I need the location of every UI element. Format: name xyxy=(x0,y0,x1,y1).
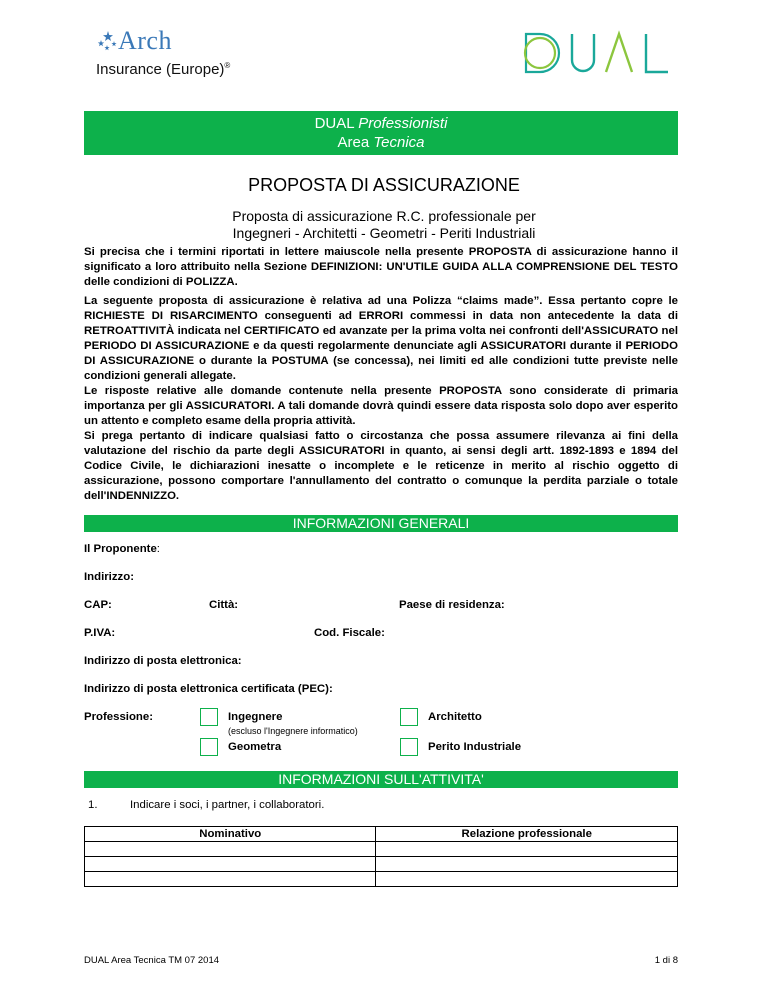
arch-insurance-logo xyxy=(96,26,236,82)
table-row xyxy=(85,857,678,872)
question-1-number: 1. xyxy=(88,799,98,811)
banner-line-1: DUAL Professionisti xyxy=(314,115,448,132)
geometra-label: Geometra xyxy=(228,741,282,753)
intro-paragraph: Si precisa che i termini riportati in lettere maiuscole nella presente PROPOSTA di assicurazione hanno il significato a loro attribuito nella Sezione DEFINIZIONI: UN'UTILE GUIDA ALLA COMPRENSIONE DEL TESTO delle condizioni di POLIZZA. xyxy=(84,246,678,288)
proponente-label: Il Proponente: xyxy=(84,543,160,555)
section-header-activity: INFORMAZIONI SULL'ATTIVITA' xyxy=(84,771,678,788)
arch-logo-word: Arch xyxy=(118,26,172,55)
subtitle-line-1: Proposta di assicurazione R.C. professionale per xyxy=(232,208,536,224)
table-row xyxy=(85,842,678,857)
architetto-checkbox[interactable] xyxy=(400,708,418,726)
pec-label: Indirizzo di posta elettronica certificata (PEC): xyxy=(84,683,333,695)
body-paragraphs xyxy=(84,294,678,504)
table-cell-nominativo[interactable] xyxy=(85,857,376,872)
subtitle-line-2: Ingegneri - Architetti - Geometri - Periti Industriali xyxy=(232,225,536,241)
dual-logo xyxy=(522,30,672,76)
table-cell-relazione[interactable] xyxy=(376,842,678,857)
architetto-label: Architetto xyxy=(428,711,482,723)
citta-label: Città: xyxy=(209,599,239,611)
ingegnere-label: Ingegnere xyxy=(228,711,283,723)
star-cluster-icon xyxy=(96,30,120,54)
banner-line-2: Area Tecnica xyxy=(337,134,425,151)
table-row xyxy=(85,872,678,887)
question-1-text: Indicare i soci, i partner, i collaboratori. xyxy=(130,799,325,811)
body-paragraph: La seguente proposta di assicurazione è relativa ad una Polizza “claims made”. Essa pertanto copre le RICHIESTE DI RISARCIMENTO conseguenti ad ERRORI commessi in data non antecedente la data di RETROATTIVITÀ indicata nel CERTIFICATO ed avanzate per la prima volta nei confronti dell'ASSICURATO nel PERIODO DI ASSICURAZIONE e da questi regolarmente denunciate agli ASSICURATORI durante il PERIODO DI ASSICURAZIONE o durante la POSTUMA (se concessa), nei limiti ed alle condizioni tutte previste nelle condizioni generali allegate. xyxy=(84,295,678,382)
piva-label: P.IVA: xyxy=(84,627,116,639)
cod-fiscale-label: Cod. Fiscale: xyxy=(314,627,385,639)
footer-document-code: DUAL Area Tecnica TM 07 2014 xyxy=(84,955,220,966)
page-subtitle xyxy=(0,208,768,242)
col-header-relazione: Relazione professionale xyxy=(376,827,678,842)
table-cell-nominativo[interactable] xyxy=(85,842,376,857)
table-cell-relazione[interactable] xyxy=(376,872,678,887)
col-header-nominativo: Nominativo xyxy=(85,827,376,842)
table-cell-relazione[interactable] xyxy=(376,857,678,872)
ingegnere-note: (escluso l'Ingegnere informatico) xyxy=(228,726,358,736)
body-paragraph: Si prega pertanto di indicare qualsiasi fatto o circostanza che possa assumere rilevanza ai fini della valutazione del rischio da parte degli ASSICURATORI in quanto, ai sensi degli artt. 1892-1893 e 1894 del Codice Civile, le dichiarazioni inesatte o incomplete e le reticenze in merito al rischio oggetto di assicurazione, possono comportare l'annullamento del contratto o comunque la perdita parziale o totale dell'INDENNIZZO. xyxy=(84,430,678,502)
dual-logo-graphic xyxy=(522,30,672,76)
arch-logo-subtitle: Insurance (Europe)® xyxy=(96,61,231,78)
cap-label: CAP: xyxy=(84,599,112,611)
geometra-checkbox[interactable] xyxy=(200,738,218,756)
page-title: PROPOSTA DI ASSICURAZIONE xyxy=(248,175,520,195)
perito-label: Perito Industriale xyxy=(428,741,522,753)
footer-page-number: 1 di 8 xyxy=(654,955,678,966)
table-header-row xyxy=(85,827,678,842)
indirizzo-label: Indirizzo: xyxy=(84,571,134,583)
paese-label: Paese di residenza: xyxy=(399,599,505,611)
section-header-general: INFORMAZIONI GENERALI xyxy=(84,515,678,532)
table-cell-nominativo[interactable] xyxy=(85,872,376,887)
ingegnere-checkbox[interactable] xyxy=(200,708,218,726)
perito-checkbox[interactable] xyxy=(400,738,418,756)
body-paragraph: Le risposte relative alle domande contenute nella presente PROPOSTA sono considerate di primaria importanza per gli ASSICURATORI. A tali domande dovrà quindi essere data risposta solo dopo aver esperito un attento e completo esame della propria attività. xyxy=(84,385,678,427)
product-banner xyxy=(84,111,678,155)
professione-label: Professione: xyxy=(84,711,153,723)
collaborators-table xyxy=(84,826,678,887)
email-label: Indirizzo di posta elettronica: xyxy=(84,655,242,667)
